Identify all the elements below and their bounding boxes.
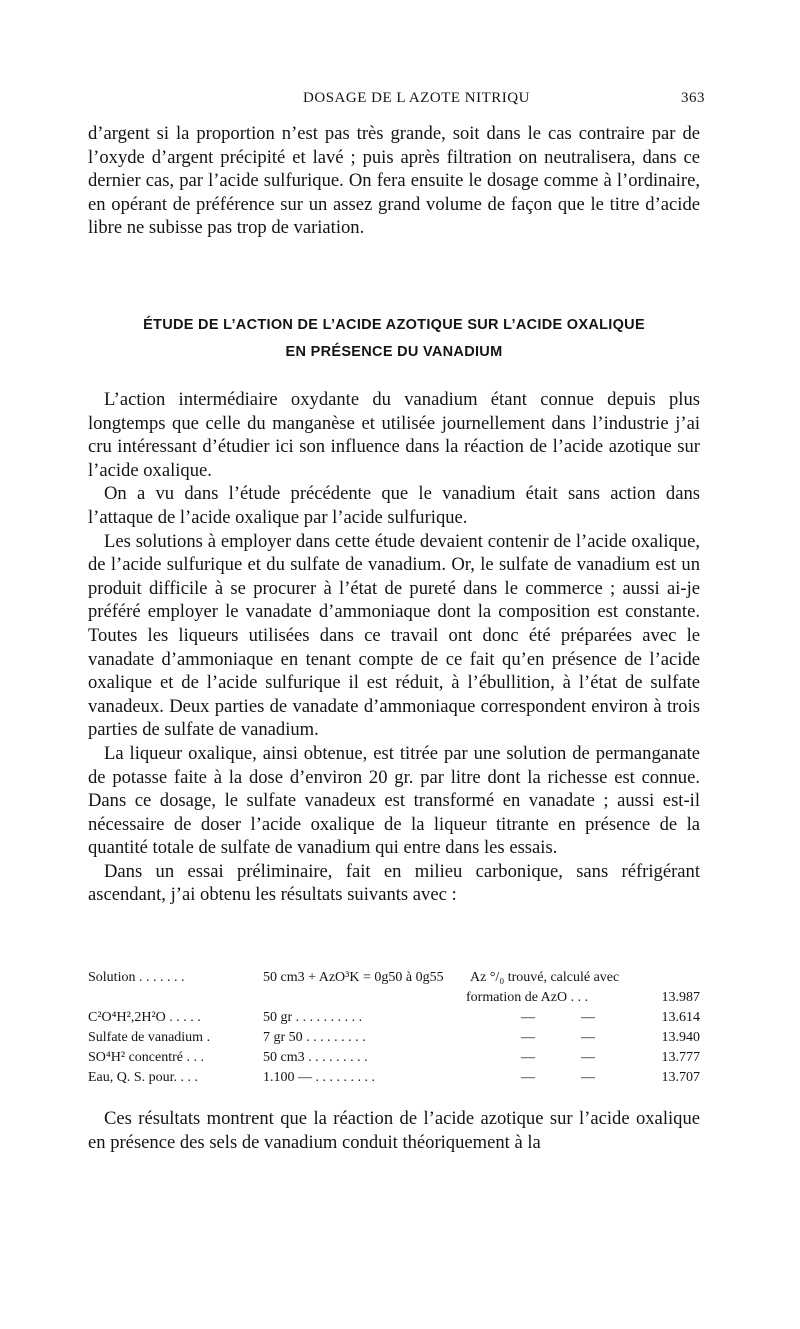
page-number: 363 xyxy=(681,90,705,106)
ditto-mark: — xyxy=(521,1070,535,1085)
row-value: 13.707 xyxy=(661,1070,700,1085)
paragraph: d’argent si la proportion n’est pas très grande, soit dans le cas contraire par de l’oxyde d’argent précipité et lavé ; puis après filtration on neutralisera, dans ce dernier cas, par l’acide sulfurique. On fera ensuite le dosage comme à l’ordinaire, en opérant de préférence sur un assez grand volume de façon que le titre d’acide libre ne subisse pas trop de variation. xyxy=(88,123,700,239)
row-value: 13.987 xyxy=(661,990,700,1005)
paragraph: L’action intermédiaire oxydante du vanadium étant connue depuis plus longtemps que celle du manganèse et utilisée journellement dans l’industrie j’ai cru intéressant d’étudier ici son influence dans la réaction de l’acide azotique sur l’acide oxalique. xyxy=(88,389,700,481)
row-quantity: 50 cm3 . . . . . . . . . xyxy=(263,1050,368,1065)
table-row xyxy=(88,968,708,988)
running-title: DOSAGE DE L AZOTE NITRIQU xyxy=(303,90,530,106)
section-heading xyxy=(88,312,700,366)
closing-paragraph xyxy=(88,1107,700,1154)
result-label: Az °/₀ trouvé, calculé avec xyxy=(470,970,620,985)
paragraph: Dans un essai préliminaire, fait en milieu carbonique, sans réfrigérant ascendant, j’ai obtenu les résultats suivants avec : xyxy=(88,860,700,906)
row-quantity: 1.100 — . . . . . . . . . xyxy=(263,1070,375,1085)
row-label: Sulfate de vanadium . xyxy=(88,1030,211,1045)
table-row xyxy=(88,1028,708,1048)
ditto-mark: — xyxy=(581,1010,595,1025)
results-table xyxy=(88,968,708,1088)
paragraph: On a vu dans l’étude précédente que le vanadium était sans action dans l’attaque de l’acide oxalique par l’acide sulfurique. xyxy=(88,483,700,528)
table-row xyxy=(88,988,708,1008)
row-quantity: 7 gr 50 . . . . . . . . . xyxy=(263,1030,366,1045)
row-value: 13.614 xyxy=(661,1010,700,1025)
paragraph: Ces résultats montrent que la réaction de l’acide azotique sur l’acide oxalique en présence des sels de vanadium conduit théoriquement à la xyxy=(88,1108,700,1153)
table-row xyxy=(88,1048,708,1068)
row-quantity: 50 gr . . . . . . . . . . xyxy=(263,1010,363,1025)
row-label: Eau, Q. S. pour. . . . xyxy=(88,1070,199,1085)
ditto-mark: — xyxy=(521,1050,535,1065)
section-heading-line-1: ÉTUDE DE L’ACTION DE L’ACIDE AZOTIQUE SUR L’ACIDE OXALIQUE xyxy=(143,317,645,333)
paragraph: La liqueur oxalique, ainsi obtenue, est titrée par une solution de permanganate de potasse faite à la dose d’environ 20 gr. par litre dont la richesse est connue. Dans ce dosage, le sulfate vanadeux est transformé en vanadate ; aussi est-il nécessaire de doser l’acide oxalique de la liqueur titrante en présence de la quantité totale de sulfate de vanadium qui entre dans les essais. xyxy=(88,742,700,859)
table-row xyxy=(88,1008,708,1028)
page-header xyxy=(88,90,705,110)
row-label: C²O⁴H²,2H²O . . . . . xyxy=(88,1010,201,1025)
row-value: 13.777 xyxy=(661,1050,700,1065)
ditto-mark: — xyxy=(581,1070,595,1085)
ditto-mark: — xyxy=(581,1050,595,1065)
result-label-continued: formation de AzO . . . xyxy=(466,990,589,1005)
paragraph-continuation xyxy=(88,122,700,240)
ditto-mark: — xyxy=(521,1010,535,1025)
table-row xyxy=(88,1068,708,1088)
row-label: SO⁴H² concentré . . . xyxy=(88,1050,204,1065)
paragraph: Les solutions à employer dans cette étude devaient contenir de l’acide oxalique, de l’acide sulfurique et du sulfate de vanadium. Or, le sulfate de vanadium est un produit difficile à se procurer à l’état de pureté dans le commerce ; aussi ai-je préféré employer le vanadate d’ammoniaque dont la composition est constante. Toutes les liqueurs utilisées dans ce travail ont donc été préparées avec le vanadate d’ammoniaque en tenant compte de ce fait qu’en présence de l’acide oxalique et de l’acide sulfurique il est réduit, à l’ébullition, à l’état de sulfate vanadeux. Deux parties de vanadate d’ammoniaque correspondent environ à trois parties de sulfate de vanadium. xyxy=(88,530,700,741)
section-body xyxy=(88,388,700,907)
section-heading-line-2: EN PRÉSENCE DU VANADIUM xyxy=(285,344,503,360)
ditto-mark: — xyxy=(581,1030,595,1045)
ditto-mark: — xyxy=(521,1030,535,1045)
row-quantity: 50 cm3 + AzO³K = 0g50 à 0g55 xyxy=(263,970,444,985)
row-value: 13.940 xyxy=(661,1030,700,1045)
row-label: Solution . . . . . . . xyxy=(88,970,185,985)
